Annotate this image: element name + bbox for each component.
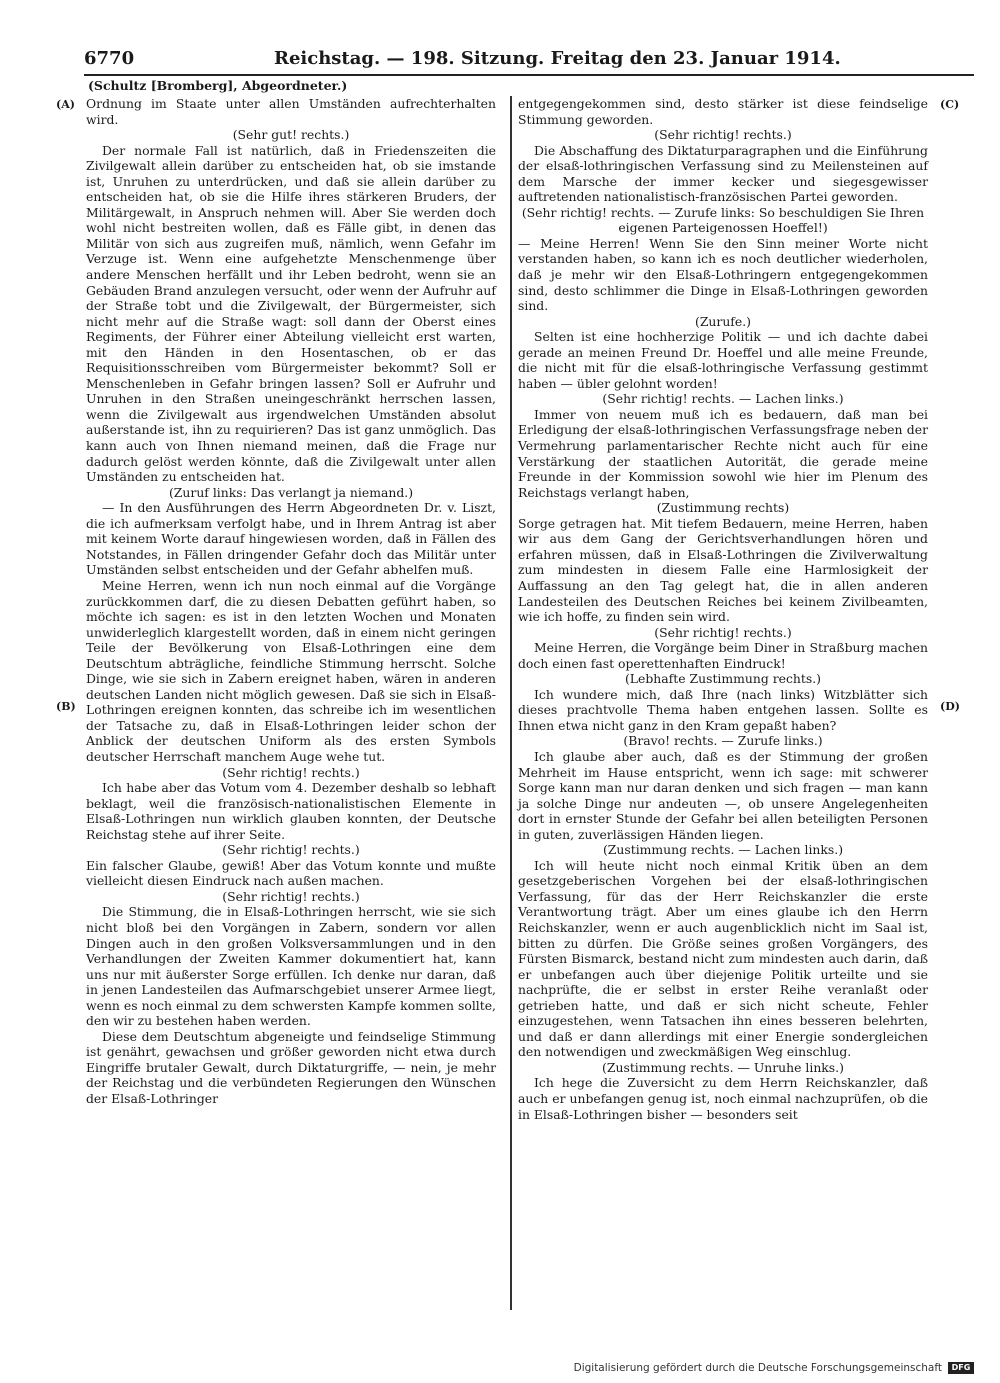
paragraph: Die Stimmung, die in Elsaß-Lothringen herrscht, wie sie sich nicht bloß bei den Vorgängen in Zabern, sondern vor allen Dingen auch in den großen Volksversammlungen und in den Verhandlungen der Zweiten Kammer dokumentiert hat, kann uns nur mit äußerster Sorge erfüllen. Ich denke nur daran, daß in jenen Landesteilen das Aufmarschgebiet unserer Armee liegt, wenn es noch einmal zu dem schwersten Kampfe kommen sollte, den wir zu bestehen haben werden. <box>86 904 496 1029</box>
paragraph: Diese dem Deutschtum abgeneigte und feindselige Stimmung ist genährt, gewachsen und größer geworden nicht etwa durch Eingriffe brutaler Gewalt, durch Diktaturgriffe, — nein, je mehr der Reichstag und die verbündeten Regierungen den Wünschen der Elsaß-Lothringer <box>86 1028 496 1106</box>
right-column <box>518 96 928 1122</box>
speaker-line: (Schultz [Bromberg], Abgeordneter.) <box>88 78 348 93</box>
dfg-logo: DFG <box>948 1362 974 1374</box>
paragraph: Die Abschaffung des Diktaturparagraphen und die Einführung der elsaß-lothringischen Verfassung sind zu Meilensteinen auf dem Marsche der immer kecker und siegesgewisser auftretenden nationalistisch-französischen Partei geworden. <box>518 142 928 205</box>
interjection: (Sehr richtig! rechts. — Zurufe links: So beschuldigen Sie Ihren eigenen Parteigenossen Hoeffel!) <box>521 204 925 236</box>
interjection: (Sehr richtig! rechts.) <box>654 624 792 640</box>
interjection: (Zurufe.) <box>694 313 752 329</box>
interjection: (Sehr richtig! rechts.) <box>222 842 360 858</box>
page-header <box>84 46 974 76</box>
paragraph: — In den Ausführungen des Herrn Abgeordneten Dr. v. Liszt, die ich aufmerksam verfolgt habe, und in Ihrem Antrag ist aber mit keinem Worte darauf hingewiesen worden, daß in Fällen des Notstandes, in Fällen dringender Gefahr doch das Militär unter Umständen selbst entscheiden und der Gefahr abhelfen muß. <box>86 500 496 578</box>
paragraph: Selten ist eine hochherzige Politik — und ich dachte dabei gerade an meinen Freund Dr. Hoeffel und alle meine Freunde, die nicht mit für die elsaß-lothringische Verfassung gestimmt haben — übler gelohnt worden! <box>518 329 928 391</box>
paragraph: Meine Herren, die Vorgänge beim Diner in Straßburg machen doch einen fast operettenhaften Eindruck! <box>518 640 928 671</box>
paragraph: Ein falscher Glaube, gewiß! Aber das Votum konnte und mußte vielleicht diesen Eindruck nach außen machen. <box>86 857 496 889</box>
paragraph: Ich hege die Zuversicht zu dem Herrn Reichskanzler, daß auch er unbefangen genug ist, noch einmal nachzuprüfen, ob die in Elsaß-Lothringen bisher — besonders seit <box>518 1075 928 1122</box>
interjection: (Bravo! rechts. — Zurufe links.) <box>623 733 823 749</box>
paragraph: Der normale Fall ist natürlich, daß in Friedenszeiten die Zivilgewalt allein darüber zu entscheiden hat, ob sie imstande ist, Unruhen zu unterdrücken, und daß sie allein darüber zu entscheiden hat, ob sie die Hilfe ihres stärkeren Bruders, der Militärgewalt, in Anspruch nehmen will. Aber Sie werden doch wohl nicht bestreiten wollen, daß es Fälle gibt, in denen das Militär von sich aus zugreifen muß, nämlich, wenn Gefahr im Verzuge ist. Wenn eine aufgehetzte Menschenmenge über andere Menschen herfällt und ihr Leben bedroht, wenn sie an Gebäuden Brand anzulegen versucht, oder wenn der Aufruhr auf der Straße tobt und die Zivilgewalt, der Bürgermeister, sich nicht mehr auf die Straße wagt: soll dann der Oberst eines Regiments, der Führer einer Abteilung vielleicht erst warten, mit den Händen in den Hosentaschen, ob er das Requisitionsschreiben vom Bürgermeister bekommt? Soll er Menschenleben in Gefahr bringen lassen? Soll er Aufruhr und Unruhen in den Straßen uneingeschränkt herrschen lassen, wenn die Zivilgewalt aus irgendwelchen Umständen absolut außerstande ist, ihn zu requirieren? Das ist ganz unmöglich. Das kann auch von Ihnen niemand meinen, daß die Frage nur dadurch gelöst werden könnte, daß die Zivilgewalt unter allen Umständen zu entscheiden hat. <box>86 142 496 485</box>
paragraph: Meine Herren, wenn ich nun noch einmal auf die Vorgänge zurückkommen darf, die zu diesen Debatten geführt haben, so möchte ich sagen: es ist in den letzten Wochen und Monaten unwiderleglich klargestellt worden, daß in einem nicht geringen Teile der Bevölkerung von Elsaß-Lothringen eine dem Deutschtum abträgliche, feindliche Stimmung herrscht. Solche Dinge, wie sie sich in Zabern ereignet haben, wären in anderen deutschen Landen nicht möglich gewesen. Daß sie sich in Elsaß-Lothringen ereignen konnten, das schreibe ich im wesentlichen der Tatsache zu, daß in Elsaß-Lothringen leider schon der Anblick der deutschen Uniform als des ersten Symbols deutscher Herrschaft manchem Auge wehe tut. <box>86 577 496 764</box>
paragraph: Ich wundere mich, daß Ihre (nach links) Witzblätter sich dieses prachtvolle Thema haben entgehen lassen. Sollte es Ihnen etwa nicht ganz in den Kram gepaßt haben? <box>518 686 928 733</box>
paragraph: Ich will heute nicht noch einmal Kritik üben an dem gesetzgeberischen Vorgehen bei der elsaß-lothringischen Verfassung, für das der Herr Reichskanzler die erste Verantwortung trägt. Aber um eines glaube ich den Herrn Reichskanzler, wenn er auch augenblicklich nicht im Saal ist, bitten zu dürfen. Die Größe seines großen Vorgängers, des Fürsten Bismarck, bestand nicht zum mindesten auch darin, daß er unbefangen auch über diejenige Politik urteilte und sie nachprüfte, die er selbst in erster Reihe veranlaßt oder getrieben hatte, und daß er sich nicht scheute, Fehler einzugestehen, wenn Tatsachen ihn eines besseren belehrten, und daß er dann allerdings mit einer Energie sondergleichen den notwendigen und zweckmäßigen Weg einschlug. <box>518 857 928 1060</box>
margin-mark-b: (B) <box>56 700 76 713</box>
running-title: Reichstag. — 198. Sitzung. Freitag den 23. Januar 1914. <box>274 48 841 69</box>
margin-mark-c: (C) <box>940 98 960 111</box>
paragraph: Immer von neuem muß ich es bedauern, daß man bei Erledigung der elsaß-lothringischen Verfassungsfrage neben der Vermehrung parlamentarischer Rechte nicht auch für eine Verstärkung der staatlichen Autorität, die gerade meine Freunde in der Kommission sowohl wie hier im Plenum des Reichstags verlangt haben, <box>518 406 928 500</box>
interjection: (Zuruf links: Das verlangt ja niemand.) <box>168 484 414 500</box>
footer-text: Digitalisierung gefördert durch die Deutsche Forschungsgemeinschaft <box>573 1362 942 1374</box>
paragraph: — Meine Herren! Wenn Sie den Sinn meiner Worte nicht verstanden haben, so kann ich es noch deutlicher wiederholen, daß je mehr wir den Elsaß-Lothringern entgegengekommen sind, desto schlimmer die Dinge in Elsaß-Lothringen geworden sind. <box>518 235 928 314</box>
interjection: (Sehr richtig! rechts. — Lachen links.) <box>602 391 844 407</box>
paragraph: Ich habe aber das Votum vom 4. Dezember deshalb so lebhaft beklagt, weil die französisch-nationalistischen Elemente in Elsaß-Lothringen nun wirklich glauben konnten, der Deutsche Reichstag stehe auf ihrer Seite. <box>86 780 496 842</box>
left-column <box>86 96 496 1107</box>
interjection: (Sehr gut! rechts.) <box>232 127 350 143</box>
paragraph: Ich glaube aber auch, daß es der Stimmung der großen Mehrheit im Hause entspricht, wenn ich sage: mit schwerer Sorge kann man nur daran denken und sich fragen — man kann ja solche Dinge nur andeuten —, ob unsere Angelegenheiten dort in ernster Stunde der Gefahr bei allen beteiligten Personen in guten, zuverlässigen Händen liegen. <box>518 748 928 842</box>
interjection: (Zustimmung rechts) <box>656 500 790 516</box>
interjection: (Zustimmung rechts. — Lachen links.) <box>602 842 844 858</box>
column-divider <box>510 96 512 1310</box>
interjection: (Lebhafte Zustimmung rechts.) <box>624 671 822 687</box>
margin-mark-d: (D) <box>940 700 960 713</box>
page-number: 6770 <box>84 48 135 69</box>
footer-credit <box>574 1362 974 1374</box>
interjection: (Zustimmung rechts. — Unruhe links.) <box>602 1059 844 1075</box>
paragraph: entgegengekommen sind, desto stärker ist diese feindselige Stimmung geworden. <box>518 96 928 127</box>
interjection: (Sehr richtig! rechts.) <box>222 764 360 780</box>
interjection: (Sehr richtig! rechts.) <box>222 888 360 904</box>
paragraph: Sorge getragen hat. Mit tiefem Bedauern, meine Herren, haben wir aus dem Gang der Gerichtsverhandlungen hören und erfahren müssen, daß in Elsaß-Lothringen die Zivilverwaltung zum mindesten in diesem Falle eine Harmlosigkeit der Auffassung an den Tag gelegt hat, die in allen anderen Landesteilen des Deutschen Reiches bei keinem Zivilbeamten, wie ich hoffe, zu finden sein wird. <box>518 515 928 625</box>
interjection: (Sehr richtig! rechts.) <box>654 127 792 143</box>
paragraph: Ordnung im Staate unter allen Umständen aufrechterhalten wird. <box>86 96 496 127</box>
margin-mark-a: (A) <box>56 98 75 111</box>
